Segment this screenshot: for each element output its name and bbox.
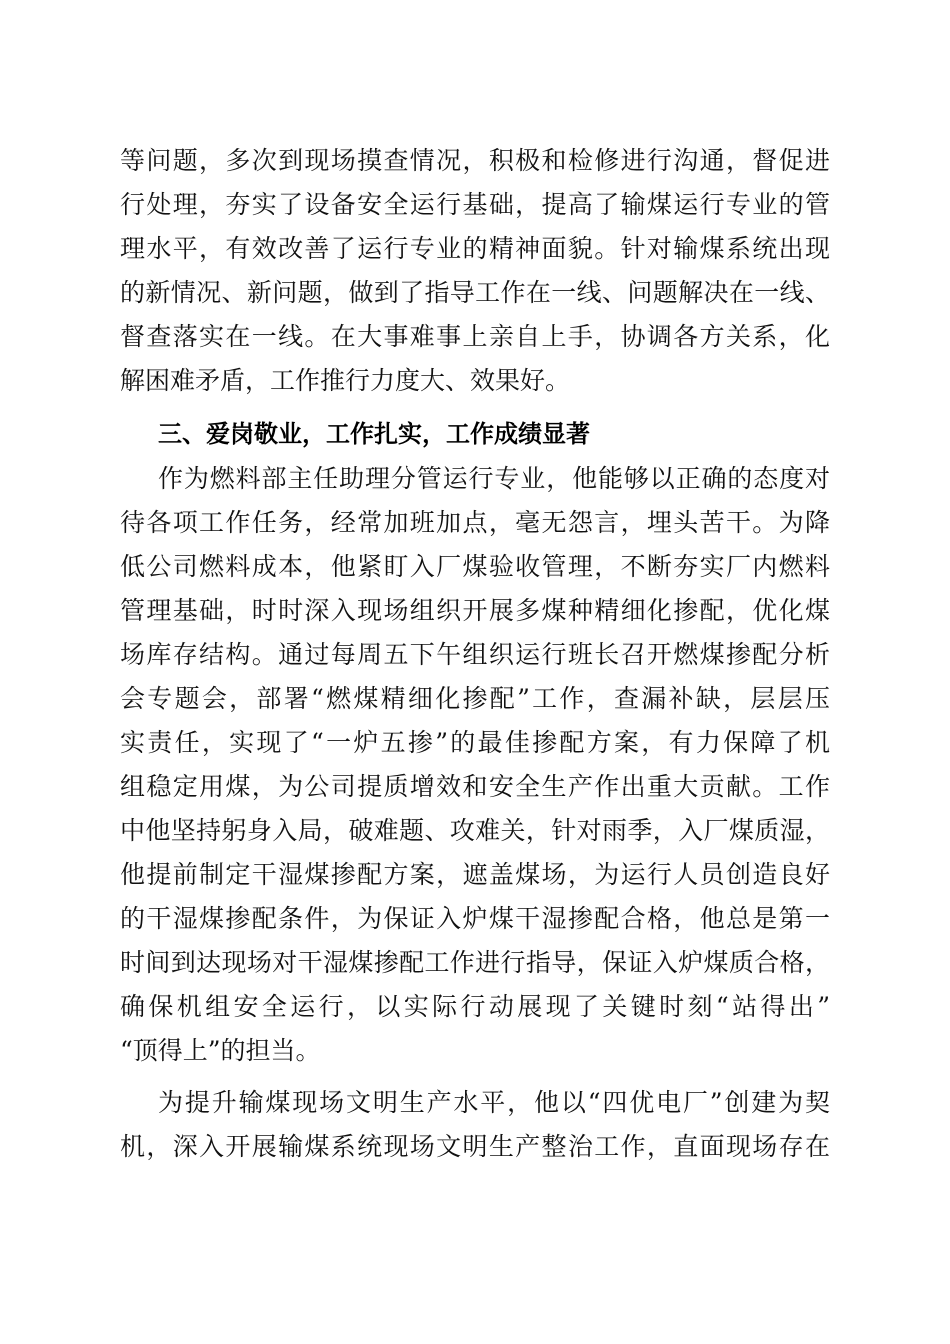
paragraph-line: 的干湿煤掺配条件，为保证入炉煤干湿掺配合格，他总是第一: [120, 904, 830, 933]
paragraph-line: “顶得上”的担当。: [120, 1036, 321, 1065]
paragraph-line: 会专题会，部署“燃煤精细化掺配”工作，查漏补缺，层层压: [120, 684, 830, 713]
paragraph-line: 低公司燃料成本，他紧盯入厂煤验收管理，不断夯实厂内燃料: [120, 552, 830, 581]
paragraph-line: 行处理，夯实了设备安全运行基础，提高了输煤运行专业的管: [120, 190, 830, 219]
paragraph-line: 理水平，有效改善了运行专业的精神面貌。针对输煤系统出现: [120, 234, 830, 263]
paragraph-line: 组稳定用煤，为公司提质增效和安全生产作出重大贡献。工作: [120, 772, 830, 801]
paragraph-line: 待各项工作任务，经常加班加点，毫无怨言，埋头苦干。为降: [120, 508, 830, 537]
paragraph-line: 他提前制定干湿煤掺配方案，遮盖煤场，为运行人员创造良好: [120, 860, 830, 889]
section-heading: 三、爱岗敬业，工作扎实，工作成绩显著: [158, 420, 590, 448]
paragraph-line: 的新情况、新问题，做到了指导工作在一线、问题解决在一线、: [120, 278, 830, 307]
paragraph-line: 确保机组安全运行，以实际行动展现了关键时刻“站得出”: [120, 992, 830, 1021]
paragraph-line: 管理基础，时时深入现场组织开展多煤种精细化掺配，优化煤: [120, 596, 830, 625]
paragraph-line: 中他坚持躬身入局，破难题、攻难关，针对雨季，入厂煤质湿，: [120, 816, 830, 845]
paragraph-line: 实责任，实现了“一炉五掺”的最佳掺配方案，有力保障了机: [120, 728, 830, 757]
paragraph-line: 等问题，多次到现场摸查情况，积极和检修进行沟通，督促进: [120, 146, 830, 175]
paragraph-line: 作为燃料部主任助理分管运行专业，他能够以正确的态度对: [158, 464, 830, 493]
paragraph-line: 场库存结构。通过每周五下午组织运行班长召开燃煤掺配分析: [120, 640, 830, 669]
paragraph-line: 时间到达现场对干湿煤掺配工作进行指导，保证入炉煤质合格，: [120, 948, 830, 977]
paragraph-line: 为提升输煤现场文明生产水平，他以“四优电厂”创建为契: [158, 1088, 830, 1117]
paragraph-line: 解困难矛盾，工作推行力度大、效果好。: [120, 366, 571, 395]
paragraph-line: 督查落实在一线。在大事难事上亲自上手，协调各方关系，化: [120, 322, 830, 351]
paragraph-line: 机，深入开展输煤系统现场文明生产整治工作，直面现场存在: [120, 1132, 830, 1161]
